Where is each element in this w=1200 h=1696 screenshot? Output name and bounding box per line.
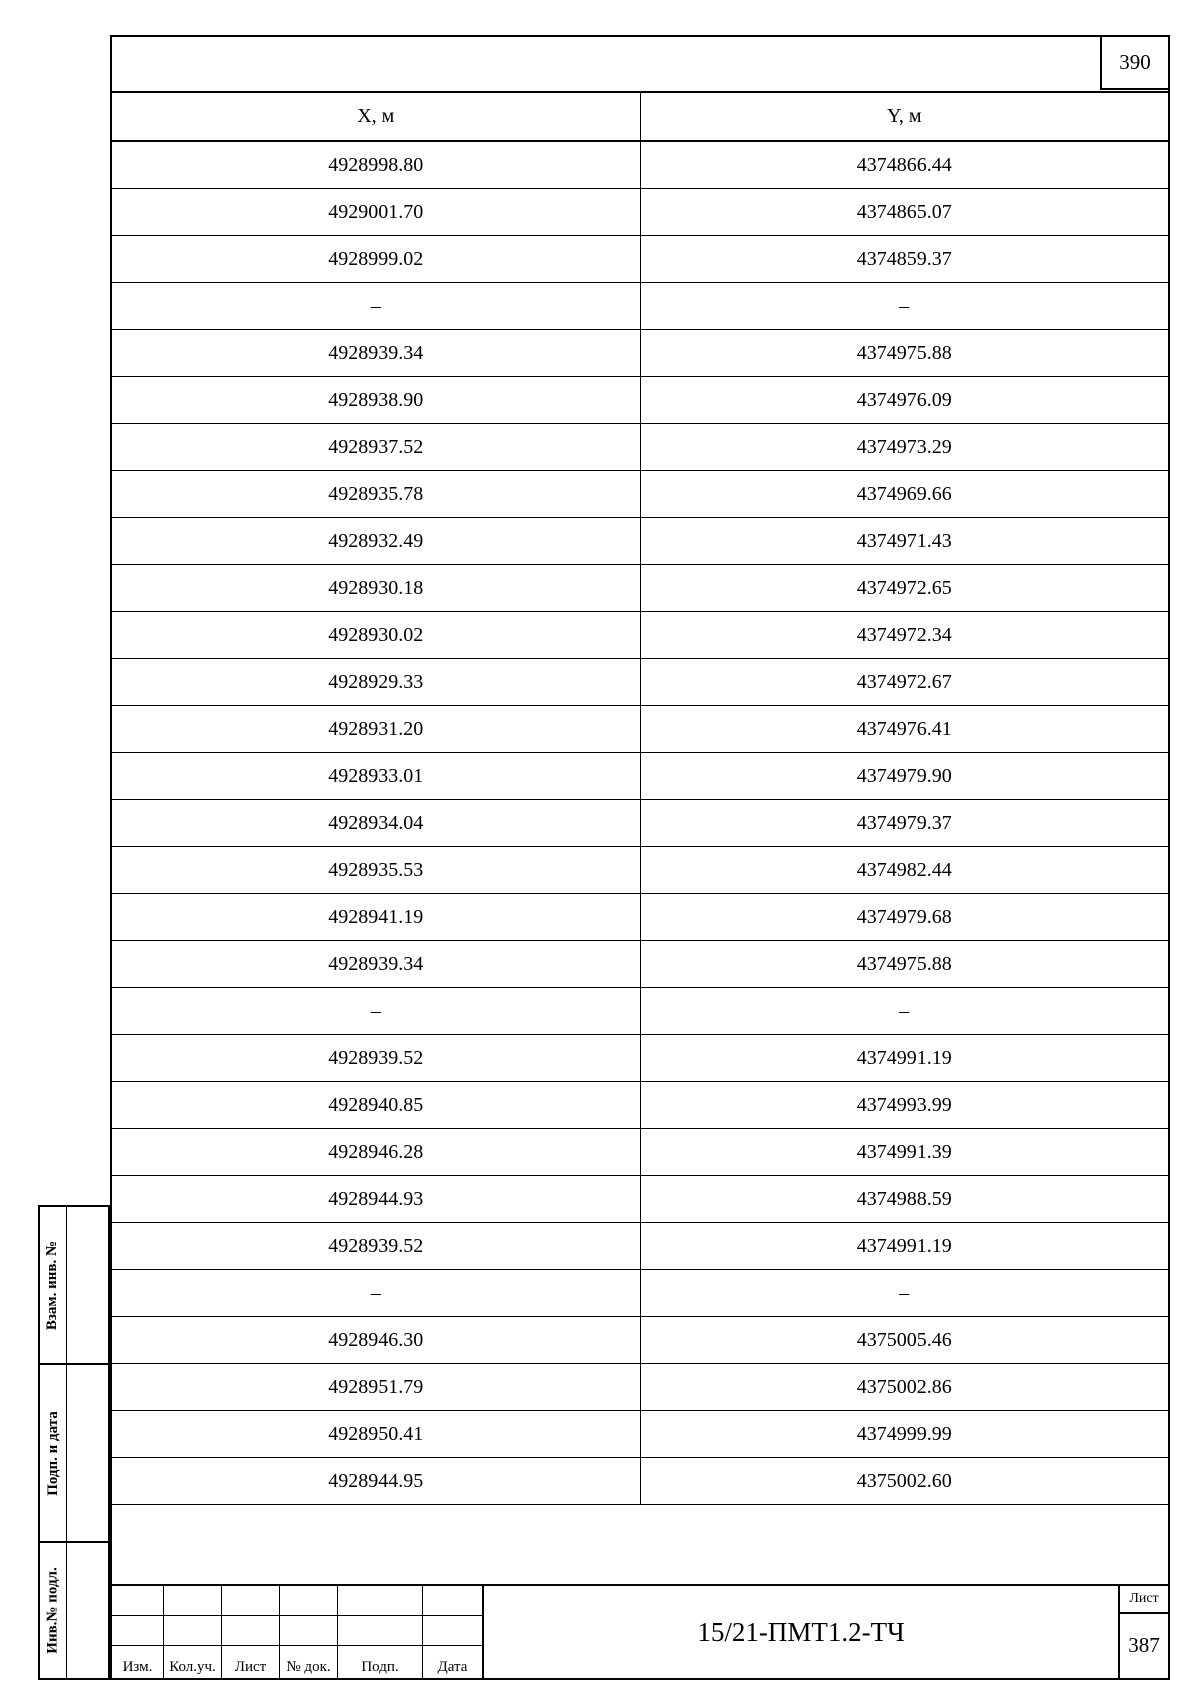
table-row [112,236,1168,283]
cell-x: 4928946.30 [112,1317,640,1364]
cell-x: 4928940.85 [112,1082,640,1129]
cell-x: 4928939.52 [112,1035,640,1082]
cell-y: 4375002.60 [640,1458,1168,1505]
cell-x: 4928931.20 [112,706,640,753]
header-x: X, м [112,92,640,141]
cell-y: – [640,283,1168,330]
stamp-col-doc-num: № док. [280,1646,338,1678]
stamp-cell [112,1616,164,1646]
table-row [112,471,1168,518]
stamp-cell [164,1616,222,1646]
document-code: 15/21-ПМТ1.2-ТЧ [697,1616,905,1647]
table-row [112,518,1168,565]
cell-x: 4928946.28 [112,1129,640,1176]
cell-y: 4374972.65 [640,565,1168,612]
stamp-cell [280,1616,338,1646]
cell-x: 4928999.02 [112,236,640,283]
stamp-cell [222,1586,280,1616]
cell-y: 4374975.88 [640,941,1168,988]
cell-x: 4928929.33 [112,659,640,706]
cell-x: 4928933.01 [112,753,640,800]
stamp-col-list: Лист [222,1646,280,1678]
stamp-col-date: Дата [437,1659,468,1675]
stamp-cell [423,1586,482,1616]
cell-y: 4374991.19 [640,1035,1168,1082]
cell-y: 4374979.68 [640,894,1168,941]
cell-y: 4374991.19 [640,1223,1168,1270]
table-row [112,141,1168,189]
header-y: Y, м [640,92,1168,141]
stamp-cell [338,1586,423,1616]
table-row [112,1129,1168,1176]
cell-y: 4374971.43 [640,518,1168,565]
table-row [112,612,1168,659]
cell-y: 4374979.90 [640,753,1168,800]
table-row [112,753,1168,800]
cell-y: 4374859.37 [640,236,1168,283]
cell-x: 4928998.80 [112,141,640,189]
cell-y: 4374991.39 [640,1129,1168,1176]
cell-x: 4928937.52 [112,424,640,471]
table-row [112,847,1168,894]
side-stamp-original-inv [38,1541,110,1680]
cell-y: 4374865.07 [640,189,1168,236]
table-row [112,1176,1168,1223]
table-row [112,941,1168,988]
cell-x: 4928950.41 [112,1411,640,1458]
cell-y: 4374972.34 [640,612,1168,659]
cell-x: 4928939.34 [112,330,640,377]
side-label-signature-date: Подп. и дата [44,1410,61,1496]
stamp-cell [222,1616,280,1646]
cell-x: 4928934.04 [112,800,640,847]
cell-x: 4928951.79 [112,1364,640,1411]
side-label-original-inv: Инв.№ подл. [44,1567,61,1654]
page-number: 390 [1100,35,1170,90]
table-row [112,377,1168,424]
cell-y: – [640,988,1168,1035]
table-row [112,1035,1168,1082]
stamp-col-izm: Изм. [112,1646,164,1678]
cell-y: 4375005.46 [640,1317,1168,1364]
cell-y: 4374979.37 [640,800,1168,847]
sheet-number: 387 [1128,1632,1160,1657]
table-row [112,1411,1168,1458]
cell-x: 4928932.49 [112,518,640,565]
sheet-box [1118,1586,1168,1678]
stamp-cell [338,1616,423,1646]
table-row [112,330,1168,377]
table-row [112,283,1168,330]
cell-x: 4928930.18 [112,565,640,612]
cell-x: 4928930.02 [112,612,640,659]
side-stamp-replaced-inv [38,1205,110,1365]
table-row [112,1270,1168,1317]
cell-y: 4375002.86 [640,1364,1168,1411]
table-body [112,141,1168,1505]
cell-y: 4374993.99 [640,1082,1168,1129]
table-row [112,800,1168,847]
cell-x: 4928939.34 [112,941,640,988]
cell-y: 4374972.67 [640,659,1168,706]
table-row [112,1364,1168,1411]
table-row [112,1223,1168,1270]
coordinates-table [112,91,1168,1505]
table-row [112,424,1168,471]
cell-x: 4928939.52 [112,1223,640,1270]
document-frame [110,35,1170,1680]
cell-y: 4374988.59 [640,1176,1168,1223]
table-row [112,1458,1168,1505]
cell-y: 4374982.44 [640,847,1168,894]
cell-x: 4929001.70 [112,189,640,236]
cell-x: 4928935.53 [112,847,640,894]
cell-x: – [112,988,640,1035]
cell-y: 4374999.99 [640,1411,1168,1458]
table-row [112,988,1168,1035]
cell-y: 4374969.66 [640,471,1168,518]
cell-x: 4928938.90 [112,377,640,424]
title-block [112,1584,1168,1678]
cell-y: 4374973.29 [640,424,1168,471]
cell-x: 4928944.95 [112,1458,640,1505]
cell-x: – [112,283,640,330]
table-row [112,189,1168,236]
cell-x: 4928935.78 [112,471,640,518]
stamp-cell [112,1586,164,1616]
cell-y: 4374976.09 [640,377,1168,424]
table-row [112,1317,1168,1364]
revision-grid [112,1586,484,1678]
cell-x: – [112,1270,640,1317]
stamp-cell [423,1616,482,1646]
stamp-col-signature: Подп. [338,1646,423,1678]
stamp-col-kol-uch: Кол.уч. [164,1646,222,1678]
side-label-replaced-inv: Взам. инв. № [44,1240,61,1330]
cell-x: 4928944.93 [112,1176,640,1223]
stamp-cell [280,1586,338,1616]
cell-y: 4374975.88 [640,330,1168,377]
cell-y: 4374976.41 [640,706,1168,753]
cell-x: 4928941.19 [112,894,640,941]
table-row [112,659,1168,706]
table-row [112,706,1168,753]
stamp-cell [164,1586,222,1616]
table-row [112,1082,1168,1129]
table-row [112,894,1168,941]
table-header-row [112,92,1168,141]
cell-y: 4374866.44 [640,141,1168,189]
sheet-label: Лист [1120,1586,1168,1614]
side-stamp-signature-date [38,1363,110,1543]
cell-y: – [640,1270,1168,1317]
table-row [112,565,1168,612]
